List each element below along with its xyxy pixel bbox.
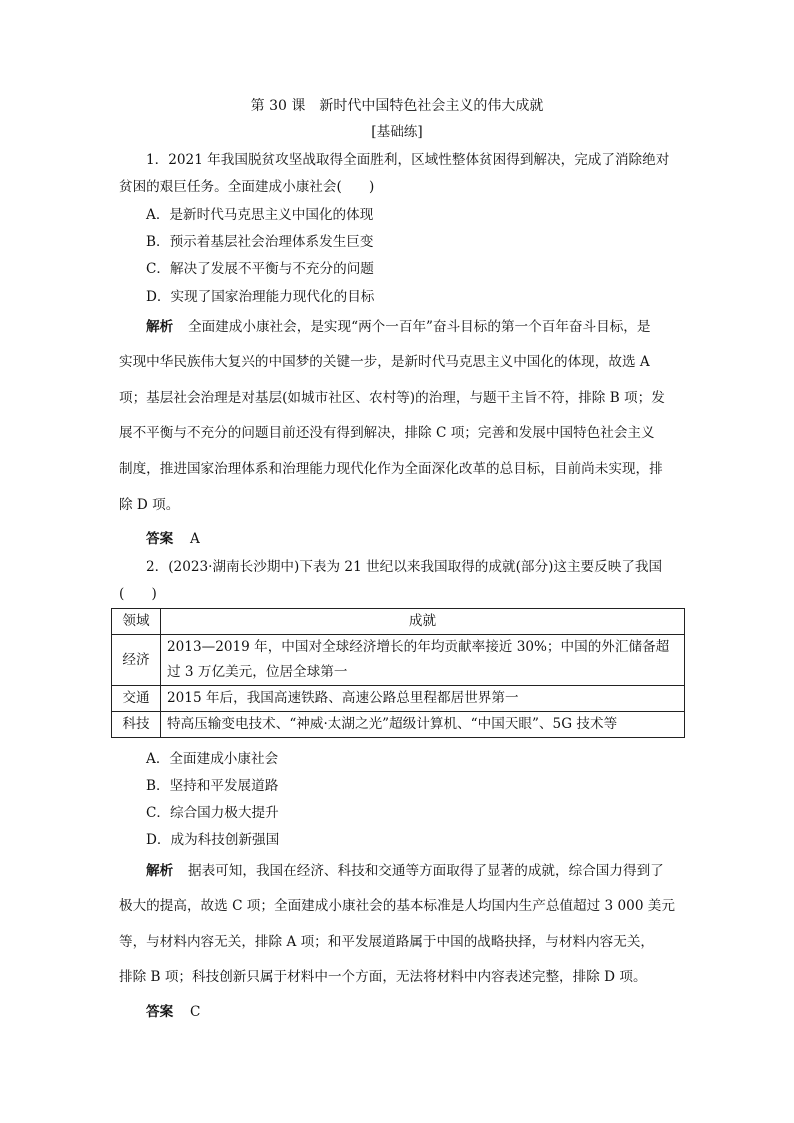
table-cell-field: 交通 — [112, 686, 161, 712]
table-header-cell: 成就 — [161, 609, 685, 635]
q2-answer-label: 答案 — [146, 1004, 174, 1020]
q2-option-d: D．成为科技创新强国 — [146, 832, 280, 848]
q2-analysis-line: 排除 B 项；科技创新只属于材料中一个方面，无法将材料中内容表述完整，排除 D 项。 — [119, 969, 647, 985]
q1-analysis-line: 展不平衡与不充分的问题目前还没有得到解决，排除 C 项；完善和发展中国特色社会主义 — [119, 425, 655, 441]
section-label: [基础练] — [371, 124, 423, 140]
table-header-cell: 领域 — [112, 609, 161, 635]
lesson-title: 第 30 课 新时代中国特色社会主义的伟大成就 — [250, 98, 544, 114]
achievement-line: 过 3 万亿美元，位居全球第一 — [167, 664, 348, 680]
table-row — [112, 712, 685, 738]
q1-option-b: B．预示着基层社会治理体系发生巨变 — [146, 234, 374, 250]
q2-answer: C — [190, 1004, 201, 1020]
q1-analysis-label: 解析 — [146, 319, 174, 335]
q2-option-c: C．综合国力极大提升 — [146, 805, 279, 821]
q1-analysis-line: 除 D 项。 — [119, 497, 180, 513]
q2-stem-line1: 2．(2023·湖南长沙期中)下表为 21 世纪以来我国取得的成就(部分)这主要反映了我国 — [146, 559, 663, 575]
q1-option-d: D．实现了国家治理能力现代化的目标 — [146, 289, 375, 305]
q2-stem-line2: ( ) — [119, 586, 157, 602]
achievement-table — [111, 608, 685, 738]
achievement-line: 2013—2019 年，中国对全球经济增长的年均贡献率接近 30%；中国的外汇储备超 — [167, 639, 670, 655]
q2-analysis-line: 据表可知，我国在经济、科技和交通等方面取得了显著的成就，综合国力得到了 — [188, 863, 664, 879]
q1-option-c: C．解决了发展不平衡与不充分的问题 — [146, 261, 374, 277]
q2-option-b: B．坚持和平发展道路 — [146, 778, 279, 794]
q1-analysis-line: 实现中华民族伟大复兴的中国梦的关键一步，是新时代马克思主义中国化的体现，故选 A — [119, 354, 650, 370]
table-cell-achievement: 特高压输变电技术、“神威·太湖之光”超级计算机、“中国天眼”、5G 技术等 — [161, 712, 685, 738]
table-cell-achievement — [161, 635, 685, 686]
q1-analysis-line: 全面建成小康社会，是实现“两个一百年”奋斗目标的第一个百年奋斗目标，是 — [188, 319, 651, 335]
table-row — [112, 686, 685, 712]
q1-option-a: A．是新时代马克思主义中国化的体现 — [146, 207, 374, 223]
table-header-row — [112, 609, 685, 635]
table-cell-field: 经济 — [112, 635, 161, 686]
q1-answer-label: 答案 — [146, 531, 174, 547]
table-row — [112, 635, 685, 686]
q1-analysis-line: 项；基层社会治理是对基层(如城市社区、农村等)的治理，与题干主旨不符，排除 B 项；发 — [119, 390, 665, 406]
table-cell-achievement: 2015 年后，我国高速铁路、高速公路总里程都居世界第一 — [161, 686, 685, 712]
q2-option-a: A．全面建成小康社会 — [146, 751, 279, 767]
q1-answer: A — [190, 531, 200, 547]
table-cell-field: 科技 — [112, 712, 161, 738]
q1-stem-line2: 贫困的艰巨任务。全面建成小康社会( ) — [119, 179, 375, 195]
q2-analysis-line: 极大的提高，故选 C 项；全面建成小康社会的基本标准是人均国内生产总值超过 3 000 美元 — [119, 898, 675, 914]
q2-analysis-label: 解析 — [146, 863, 174, 879]
q1-analysis-line: 制度，推进国家治理体系和治理能力现代化作为全面深化改革的总目标，目前尚未实现，排 — [119, 461, 663, 477]
q1-stem-line1: 1．2021 年我国脱贫攻坚战取得全面胜利，区域性整体贫困得到解决，完成了消除绝对 — [146, 152, 670, 168]
q2-analysis-line: 等，与材料内容无关，排除 A 项；和平发展道路属于中国的战略抉择，与材料内容无关， — [119, 934, 655, 950]
